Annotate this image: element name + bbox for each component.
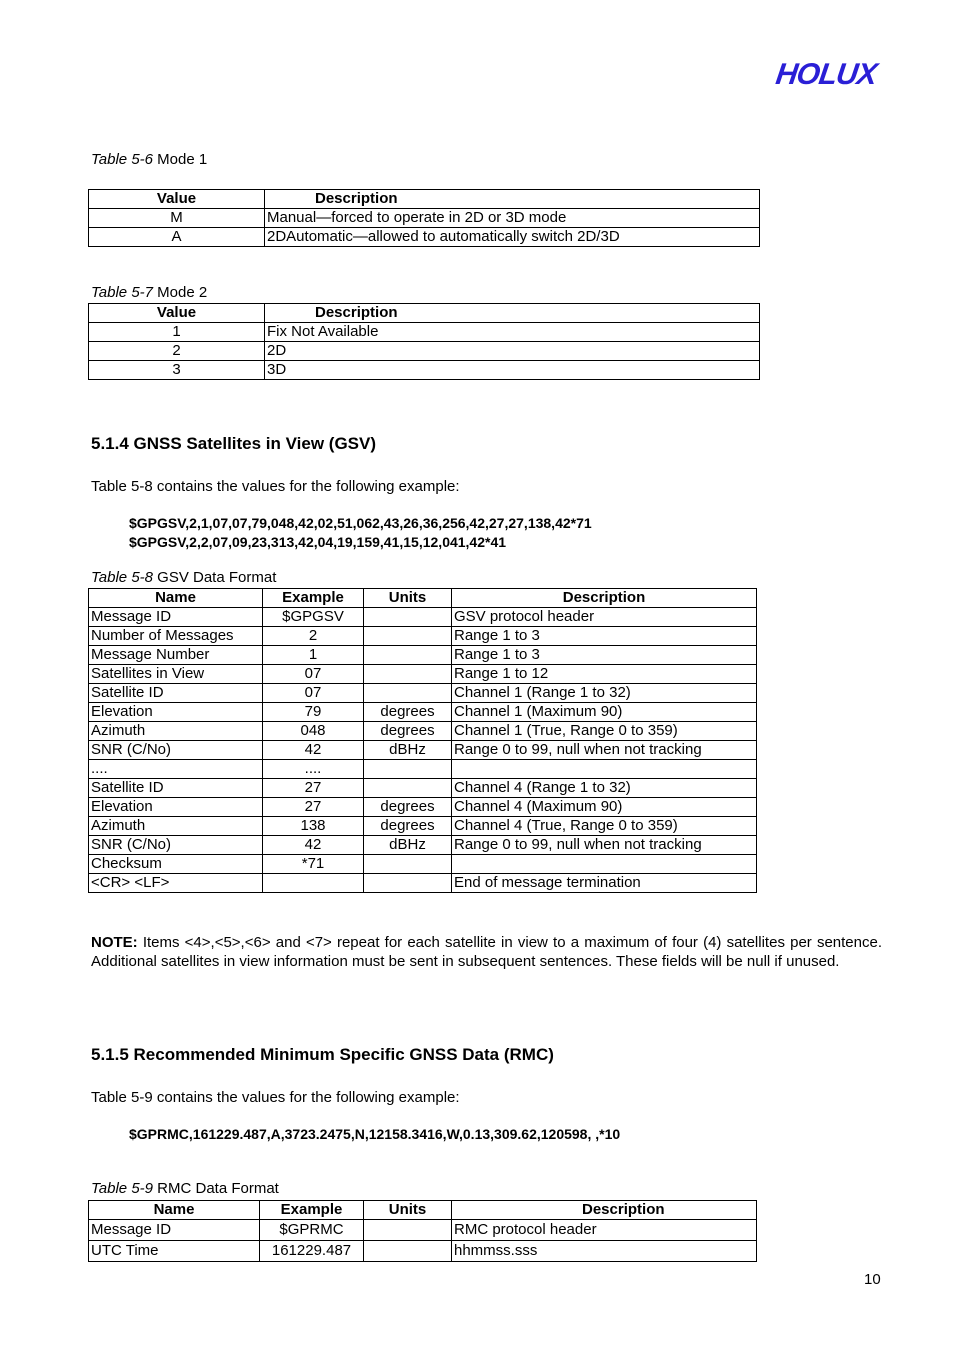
table-cell: 048 <box>263 722 364 741</box>
table-5-7 <box>88 303 760 380</box>
caption-label: Table 5-8 <box>91 569 153 586</box>
table-cell: Channel 4 (Range 1 to 32) <box>452 779 757 798</box>
caption-text: Mode 1 <box>153 151 208 168</box>
table-cell: degrees <box>364 798 452 817</box>
table-cell: Range 0 to 99, null when not tracking <box>452 836 757 855</box>
caption-label: Table 5-9 <box>91 1180 153 1197</box>
page-number: 10 <box>864 1271 881 1288</box>
table-cell: GSV protocol header <box>452 608 757 627</box>
table-5-6 <box>88 189 760 247</box>
table-cell: Range 1 to 3 <box>452 646 757 665</box>
header-cell: Value <box>89 304 265 323</box>
table-cell: Channel 1 (True, Range 0 to 359) <box>452 722 757 741</box>
table-cell: 27 <box>263 779 364 798</box>
header-cell: Units <box>364 589 452 608</box>
table-cell: degrees <box>364 722 452 741</box>
table-cell <box>263 874 364 893</box>
table-cell: Number of Messages <box>89 627 263 646</box>
section-5-1-5-heading: 5.1.5 Recommended Minimum Specific GNSS Data (RMC) <box>91 1045 554 1064</box>
header-cell: Description <box>265 190 760 209</box>
table-cell: 42 <box>263 741 364 760</box>
table-5-9-caption <box>91 1180 279 1197</box>
table-cell: degrees <box>364 817 452 836</box>
table-row <box>89 779 757 798</box>
table-cell: *71 <box>263 855 364 874</box>
table-row <box>89 817 757 836</box>
table-cell: RMC protocol header <box>452 1220 757 1241</box>
table-cell <box>452 760 757 779</box>
table-cell: Message Number <box>89 646 263 665</box>
table-row <box>89 798 757 817</box>
table-cell: 27 <box>263 798 364 817</box>
note-text: Items <4>,<5>,<6> and <7> repeat for each satellite in view to a maximum of four (4) satellites per sentence. Additional satellites in view information must be sent in subsequent sentences. These fields will be null if unused. <box>91 934 882 970</box>
table-cell <box>364 646 452 665</box>
table-header-row <box>89 304 760 323</box>
table-cell: dBHz <box>364 741 452 760</box>
table-cell <box>364 684 452 703</box>
table-header-row <box>89 1201 757 1220</box>
table-cell: 1 <box>263 646 364 665</box>
table-5-6-caption <box>91 151 207 168</box>
table-cell: Fix Not Available <box>265 323 760 342</box>
caption-text: RMC Data Format <box>153 1180 279 1197</box>
rmc-example-line: $GPRMC,161229.487,A,3723.2475,N,12158.3416,W,0.13,309.62,120598, ,*10 <box>129 1126 621 1142</box>
table-5-9 <box>88 1200 757 1262</box>
table-5-8 <box>88 588 757 893</box>
table-cell: Manual—forced to operate in 2D or 3D mode <box>265 209 760 228</box>
table-5-8-caption <box>91 569 276 586</box>
header-cell: Name <box>89 589 263 608</box>
table-cell: $GPGSV <box>263 608 364 627</box>
table-cell: 79 <box>263 703 364 722</box>
table-cell: Elevation <box>89 703 263 722</box>
caption-label: Table 5-6 <box>91 151 153 168</box>
table-cell: Channel 1 (Maximum 90) <box>452 703 757 722</box>
table-cell <box>364 779 452 798</box>
table-cell <box>364 874 452 893</box>
table-row <box>89 228 760 247</box>
table-row <box>89 361 760 380</box>
table-row <box>89 722 757 741</box>
table-cell: 138 <box>263 817 364 836</box>
table-cell: SNR (C/No) <box>89 836 263 855</box>
table-row <box>89 703 757 722</box>
table-cell: Range 0 to 99, null when not tracking <box>452 741 757 760</box>
table-cell: Satellite ID <box>89 779 263 798</box>
table-cell: dBHz <box>364 836 452 855</box>
section-5-1-5-intro: Table 5-9 contains the values for the following example: <box>91 1089 460 1106</box>
header-cell: Example <box>263 589 364 608</box>
table-row <box>89 836 757 855</box>
table-cell: Azimuth <box>89 817 263 836</box>
table-cell <box>364 627 452 646</box>
table-cell <box>364 1241 452 1262</box>
table-cell: hhmmss.sss <box>452 1241 757 1262</box>
table-cell: 2D <box>265 342 760 361</box>
table-cell <box>452 855 757 874</box>
caption-text: GSV Data Format <box>153 569 277 586</box>
gsv-example-line-1: $GPGSV,2,1,07,07,79,048,42,02,51,062,43,26,36,256,42,27,27,138,42*71 <box>129 515 592 531</box>
table-cell <box>364 608 452 627</box>
table-row <box>89 855 757 874</box>
header-cell: Example <box>260 1201 364 1220</box>
caption-label: Table 5-7 <box>91 284 153 301</box>
holux-logo: HOLUX <box>773 58 879 91</box>
table-cell: UTC Time <box>89 1241 260 1262</box>
table-cell: Channel 4 (Maximum 90) <box>452 798 757 817</box>
table-row <box>89 646 757 665</box>
table-cell: .... <box>89 760 263 779</box>
header-cell: Value <box>89 190 265 209</box>
table-row <box>89 323 760 342</box>
table-header-row <box>89 190 760 209</box>
table-row <box>89 1241 757 1262</box>
table-cell <box>364 1220 452 1241</box>
header-cell: Description <box>265 304 760 323</box>
table-cell: Azimuth <box>89 722 263 741</box>
table-cell: SNR (C/No) <box>89 741 263 760</box>
header-cell: Name <box>89 1201 260 1220</box>
table-row <box>89 608 757 627</box>
table-cell: degrees <box>364 703 452 722</box>
table-cell: 3 <box>89 361 265 380</box>
table-cell <box>364 665 452 684</box>
table-cell: 42 <box>263 836 364 855</box>
caption-text: Mode 2 <box>153 284 208 301</box>
table-cell: Range 1 to 3 <box>452 627 757 646</box>
table-row <box>89 874 757 893</box>
table-cell: M <box>89 209 265 228</box>
section-5-1-4-intro: Table 5-8 contains the values for the following example: <box>91 478 460 495</box>
table-row <box>89 627 757 646</box>
table-cell: Message ID <box>89 608 263 627</box>
table-cell <box>364 855 452 874</box>
table-cell: <CR> <LF> <box>89 874 263 893</box>
table-cell: 2 <box>263 627 364 646</box>
table-cell: A <box>89 228 265 247</box>
table-5-7-caption <box>91 284 207 301</box>
gsv-example-line-2: $GPGSV,2,2,07,09,23,313,42,04,19,159,41,15,12,041,42*41 <box>129 534 507 550</box>
table-cell: Satellites in View <box>89 665 263 684</box>
table-cell: 161229.487 <box>260 1241 364 1262</box>
table-cell: End of message termination <box>452 874 757 893</box>
table-cell: Range 1 to 12 <box>452 665 757 684</box>
table-cell: 07 <box>263 684 364 703</box>
header-cell: Description <box>452 1201 757 1220</box>
table-cell: 2 <box>89 342 265 361</box>
table-row <box>89 741 757 760</box>
note-label: NOTE: <box>91 934 138 951</box>
table-cell: Elevation <box>89 798 263 817</box>
table-cell: 07 <box>263 665 364 684</box>
header-cell: Description <box>452 589 757 608</box>
table-row <box>89 684 757 703</box>
table-header-row <box>89 589 757 608</box>
section-5-1-4-heading: 5.1.4 GNSS Satellites in View (GSV) <box>91 434 377 453</box>
table-cell: Channel 4 (True, Range 0 to 359) <box>452 817 757 836</box>
header-cell: Units <box>364 1201 452 1220</box>
table-cell: .... <box>263 760 364 779</box>
note-paragraph <box>91 933 882 971</box>
table-cell: 3D <box>265 361 760 380</box>
table-cell: 1 <box>89 323 265 342</box>
table-row <box>89 760 757 779</box>
table-cell: Satellite ID <box>89 684 263 703</box>
table-cell: 2DAutomatic—allowed to automatically switch 2D/3D <box>265 228 760 247</box>
table-row <box>89 1220 757 1241</box>
table-cell: Channel 1 (Range 1 to 32) <box>452 684 757 703</box>
table-row <box>89 665 757 684</box>
table-row <box>89 209 760 228</box>
table-cell: Message ID <box>89 1220 260 1241</box>
table-cell: Checksum <box>89 855 263 874</box>
table-cell: $GPRMC <box>260 1220 364 1241</box>
table-row <box>89 342 760 361</box>
table-cell <box>364 760 452 779</box>
